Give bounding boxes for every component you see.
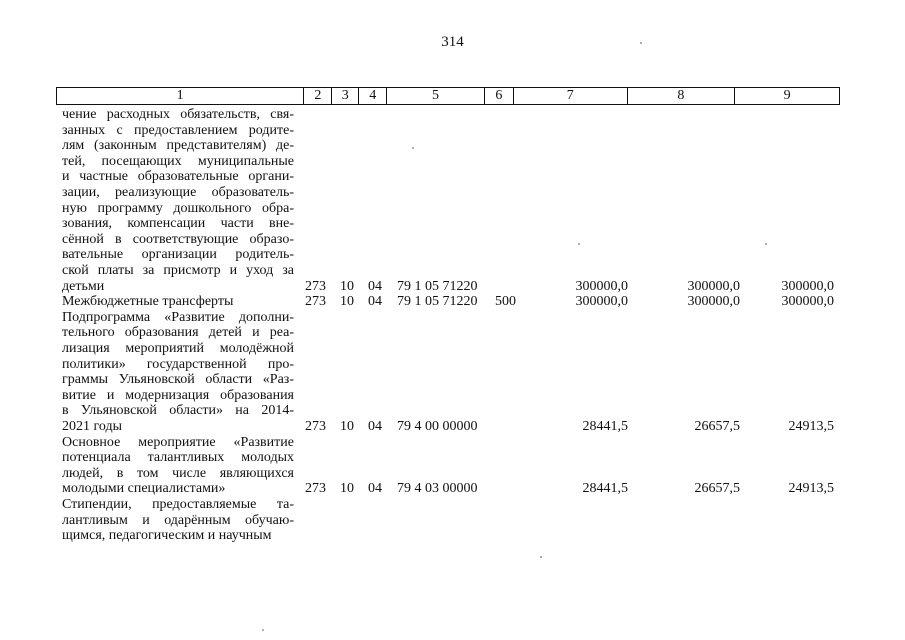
scan-speck: [262, 629, 264, 631]
row-grbs: 273: [305, 294, 326, 310]
row-name-line: вательные организации родитель-: [62, 247, 294, 263]
row-subsection: 04: [368, 481, 382, 497]
header-col-5: 5: [387, 88, 485, 104]
table-row: [62, 107, 294, 294]
row-amount-year3: 24913,5: [788, 481, 834, 497]
row-name-line: Стипендии, предоставляемые та-: [62, 497, 294, 512]
header-col-8: 8: [628, 88, 736, 104]
header-col-1: 1: [57, 88, 304, 104]
row-amount-year2: 300000,0: [687, 278, 740, 294]
row-target-article: 79 4 00 00000: [397, 419, 478, 434]
row-amount-year1: 300000,0: [575, 294, 628, 310]
row-name-line: занных с предоставлением родите-: [62, 122, 294, 138]
row-name-line: 2021 годы: [62, 418, 123, 434]
row-name-line: зования, компенсации части вне-: [62, 216, 294, 232]
row-grbs: 273: [305, 278, 326, 294]
row-amount-year2: 26657,5: [694, 419, 740, 434]
row-name-line: молодыми специалистами»: [62, 481, 226, 497]
row-section: 10: [340, 278, 354, 294]
header-col-6: 6: [485, 88, 514, 104]
row-grbs: 273: [305, 481, 326, 497]
row-name-line: и частные образовательные органи-: [62, 169, 294, 185]
row-name: [62, 310, 294, 435]
row-expense-type: 500: [495, 294, 516, 310]
row-target-article: 79 1 05 71220: [397, 278, 478, 294]
row-name-line: политики» государственной про-: [62, 356, 294, 372]
row-name-line: лантливым и одарённым обучаю-: [62, 512, 294, 528]
header-col-3: 3: [332, 88, 359, 104]
row-name-line: детьми: [62, 278, 105, 294]
page-number: 314: [441, 34, 464, 50]
row-name-line: людей, в том числе являющихся: [62, 465, 294, 481]
row-name-line: ную программу дошкольного обра-: [62, 200, 294, 216]
row-name-line: Подпрограмма «Развитие дополни-: [62, 309, 294, 325]
row-target-article: 79 4 03 00000: [397, 481, 478, 497]
row-amount-year1: 300000,0: [575, 278, 628, 294]
row-name: [62, 497, 294, 544]
row-amount-year2: 26657,5: [694, 481, 740, 497]
row-name-line: Основное мероприятие «Развитие: [62, 434, 294, 450]
table-header-row: [56, 87, 840, 105]
header-col-9: 9: [783, 88, 791, 103]
row-grbs: 273: [305, 419, 326, 434]
scan-speck: [640, 42, 642, 44]
row-name-line: витие и модернизация образования: [62, 387, 294, 403]
row-section: 10: [340, 481, 354, 497]
row-subsection: 04: [368, 419, 382, 434]
row-section: 10: [340, 419, 354, 434]
scan-speck: [412, 147, 414, 149]
row-name-line: чение расходных обязательств, свя-: [62, 107, 294, 122]
row-amount-year1: 28441,5: [582, 481, 628, 497]
scan-speck: [765, 243, 767, 245]
table-row: [62, 310, 294, 435]
row-name-line: граммы Ульяновской области «Раз-: [62, 372, 294, 388]
row-name-line: тей, посещающих муниципальные: [62, 153, 294, 169]
row-target-article: 79 1 05 71220: [397, 294, 478, 310]
row-name-line: Межбюджетные трансферты: [62, 294, 234, 310]
row-name-line: сённой в соответствующие образо-: [62, 231, 294, 247]
row-name-line: в Ульяновской области» на 2014-: [62, 403, 294, 419]
row-subsection: 04: [368, 294, 382, 310]
row-name-line: лям (законным представителям) де-: [62, 138, 294, 154]
header-col-2: 2: [304, 88, 332, 104]
row-section: 10: [340, 294, 354, 310]
row-name: [62, 294, 294, 310]
row-name: [62, 107, 294, 294]
row-subsection: 04: [368, 278, 382, 294]
row-amount-year3: 300000,0: [781, 278, 834, 294]
row-amount-year3: 300000,0: [781, 294, 834, 310]
header-col-7: 7: [514, 88, 628, 104]
row-name-line: зации, реализующие образователь-: [62, 184, 294, 200]
row-name: [62, 435, 294, 497]
row-amount-year3: 24913,5: [788, 419, 834, 434]
table-row: [62, 294, 294, 310]
row-name-line: ской платы за присмотр и уход за: [62, 262, 294, 278]
table-row: [62, 435, 294, 497]
row-name-line: тельного образования детей и реа-: [62, 325, 294, 341]
scan-speck: [540, 556, 542, 558]
row-name-line: щимся, педагогическим и научным: [62, 528, 272, 544]
row-name-line: лизация мероприятий молодёжной: [62, 340, 294, 356]
table-row: [62, 497, 294, 544]
row-amount-year2: 300000,0: [687, 294, 740, 310]
scan-speck: [578, 243, 580, 245]
row-amount-year1: 28441,5: [582, 419, 628, 434]
header-col-4: 4: [359, 88, 387, 104]
row-name-line: потенциала талантливых молодых: [62, 450, 294, 466]
